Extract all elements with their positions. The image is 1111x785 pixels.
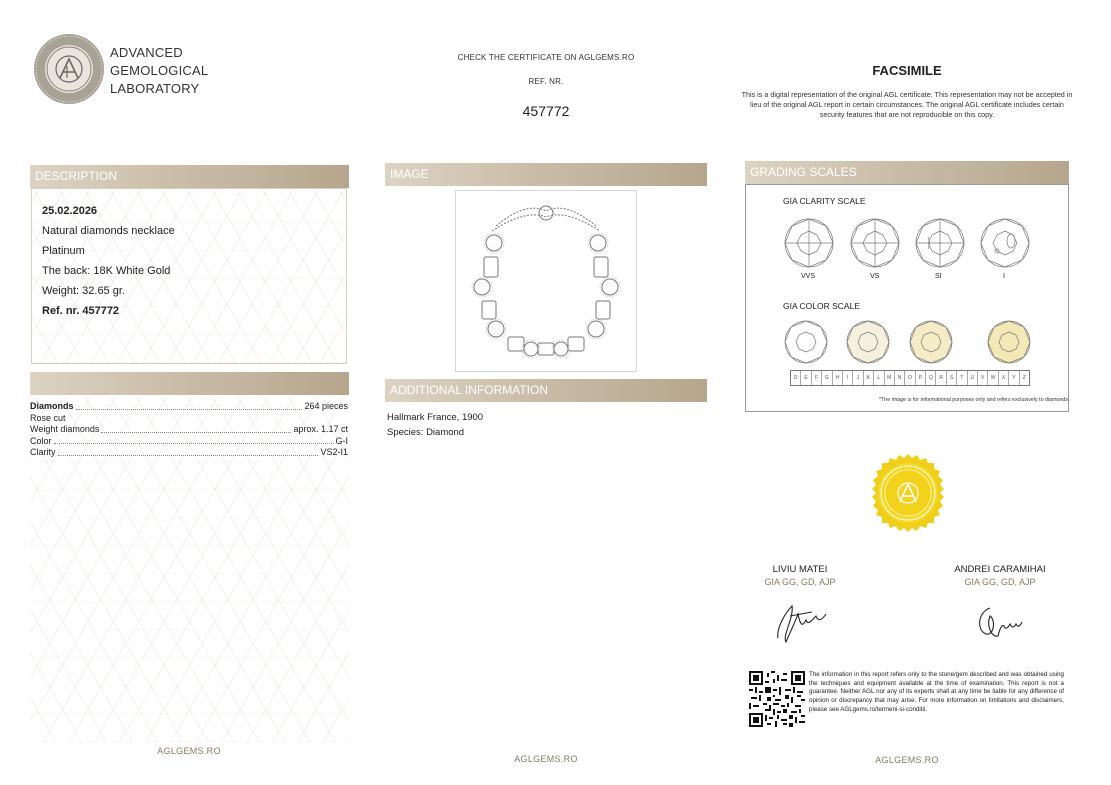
signature-1-name: LIVIU MATEI: [772, 564, 828, 575]
color-letter: S: [947, 371, 957, 385]
spec-row-clarity: [30, 447, 348, 459]
color-letter: O: [905, 371, 915, 385]
lab-name-line-2: GEMOLOGICAL: [110, 63, 209, 78]
spec-value: 264 pieces: [304, 401, 348, 411]
color-letter: H: [833, 371, 843, 385]
spec-label: Rose cut: [30, 412, 66, 423]
signature-2: [972, 600, 1028, 644]
footer-middle: AGLGEMS.RO: [514, 754, 578, 764]
lab-name-line-3: LABORATORY: [110, 81, 200, 96]
color-letter-scale: [790, 370, 1030, 386]
diamonds-spec-list: [30, 401, 348, 459]
color-letter: W: [988, 371, 998, 385]
color-letter: Z: [1022, 375, 1026, 381]
facsimile-note: This is a digital representation of the original AGL certificate. This representation may not be accepted in lieu of the original AGL report in certain circumstances. The original AGL certificate includes certain security features that are not reproducible on this copy.: [741, 90, 1073, 120]
spec-label: Weight diamonds: [30, 424, 100, 434]
spec-row-diamonds: [30, 401, 348, 413]
description-metal: Platinum: [42, 245, 85, 257]
image-heading: IMAGE: [385, 163, 707, 186]
check-certificate-text: CHECK THE CERTIFICATE ON AGLGEMS.RO: [457, 53, 635, 62]
necklace-image: [455, 190, 637, 372]
description-box: [31, 188, 347, 364]
spec-label: Clarity: [30, 447, 56, 457]
additional-line-2: Species: Diamond: [387, 427, 465, 438]
clarity-scale-title: GIA CLARITY SCALE: [783, 196, 866, 206]
signature-2-name: ANDREI CARAMIHAI: [954, 564, 1046, 575]
qr-code: [749, 671, 805, 727]
clarity-diamonds: [746, 210, 1068, 290]
signature-2-credentials: GIA GG, GD, AJP: [964, 577, 1036, 587]
grading-note: *The image is for informational purposes only and refers exclusively to diamonds: [878, 397, 1068, 403]
ref-label: REF. NR.: [528, 77, 564, 86]
color-letter: M: [885, 371, 895, 385]
color-letter: Y: [1009, 371, 1019, 385]
footer-right: AGLGEMS.RO: [875, 755, 939, 765]
color-letter: Q: [926, 371, 936, 385]
spec-value: G-I: [335, 435, 348, 446]
clarity-label-vs: VS: [870, 273, 880, 280]
color-letter: T: [957, 371, 967, 385]
color-letter: X: [999, 371, 1009, 385]
agl-seal-logo: [33, 33, 105, 105]
spec-value: VS2-I1: [320, 447, 348, 457]
spec-row-weight: [30, 424, 348, 436]
spec-label: Diamonds: [30, 401, 74, 411]
color-letter: G: [822, 371, 832, 385]
signature-1-credentials: GIA GG, GD, AJP: [764, 577, 836, 587]
color-letter: E: [801, 371, 811, 385]
description-ref: Ref. nr. 457772: [42, 305, 120, 317]
grading-scales-box: [745, 184, 1069, 412]
additional-line-1: Hallmark France, 1900: [387, 412, 484, 423]
description-back: The back: 18K White Gold: [42, 265, 171, 277]
color-scale-title: GIA COLOR SCALE: [783, 301, 860, 311]
color-letter: I: [843, 371, 853, 385]
clarity-label-si: SI: [935, 273, 942, 280]
additional-heading: ADDITIONAL INFORMATION: [385, 379, 707, 402]
color-letter: J: [853, 371, 863, 385]
color-letter: L: [874, 371, 884, 385]
lab-name: [110, 44, 208, 98]
clarity-label-vvs: VVS: [801, 273, 816, 280]
color-letter: K: [864, 371, 874, 385]
color-letter: N: [895, 371, 905, 385]
ref-number: 457772: [522, 103, 570, 119]
description-item: Natural diamonds necklace: [42, 225, 175, 237]
lab-name-line-1: ADVANCED: [110, 45, 183, 60]
gold-seal: [869, 454, 947, 532]
color-letter: F: [812, 371, 822, 385]
signature-1: [772, 598, 832, 646]
disclaimer-text: The information in this report refers only to the stone/gem described and was obtained using the techniques and equipment available at the time of examination. This report is not a guarantee. Neither AGL nor any of its experts shall at any time be liable for any difference of opinion or discrepancy that may arise. For more information on limitations and disclaimers, please see AGLgems.ro/termeni-si-conditii.: [809, 671, 1064, 713]
spec-row-color: [30, 436, 348, 448]
description-weight: Weight: 32.65 gr.: [42, 285, 125, 297]
color-letter: U: [968, 371, 978, 385]
color-diamonds: [746, 317, 1068, 367]
clarity-label-i: I: [1003, 273, 1005, 280]
color-letter: R: [936, 371, 946, 385]
spec-label: Color: [30, 435, 52, 446]
spec-value: aprox. 1.17 ct: [293, 424, 348, 434]
grading-heading: GRADING SCALES: [745, 161, 1069, 184]
diamonds-heading-bar: [30, 372, 349, 395]
color-letter: P: [916, 371, 926, 385]
color-letter: D: [791, 371, 801, 385]
description-heading: DESCRIPTION: [30, 165, 349, 188]
facsimile-title: FACSIMILE: [872, 63, 942, 78]
footer-left: AGLGEMS.RO: [157, 746, 221, 756]
spec-row-cut: [30, 413, 348, 425]
description-date: 25.02.2026: [42, 205, 98, 217]
color-letter: V: [978, 371, 988, 385]
